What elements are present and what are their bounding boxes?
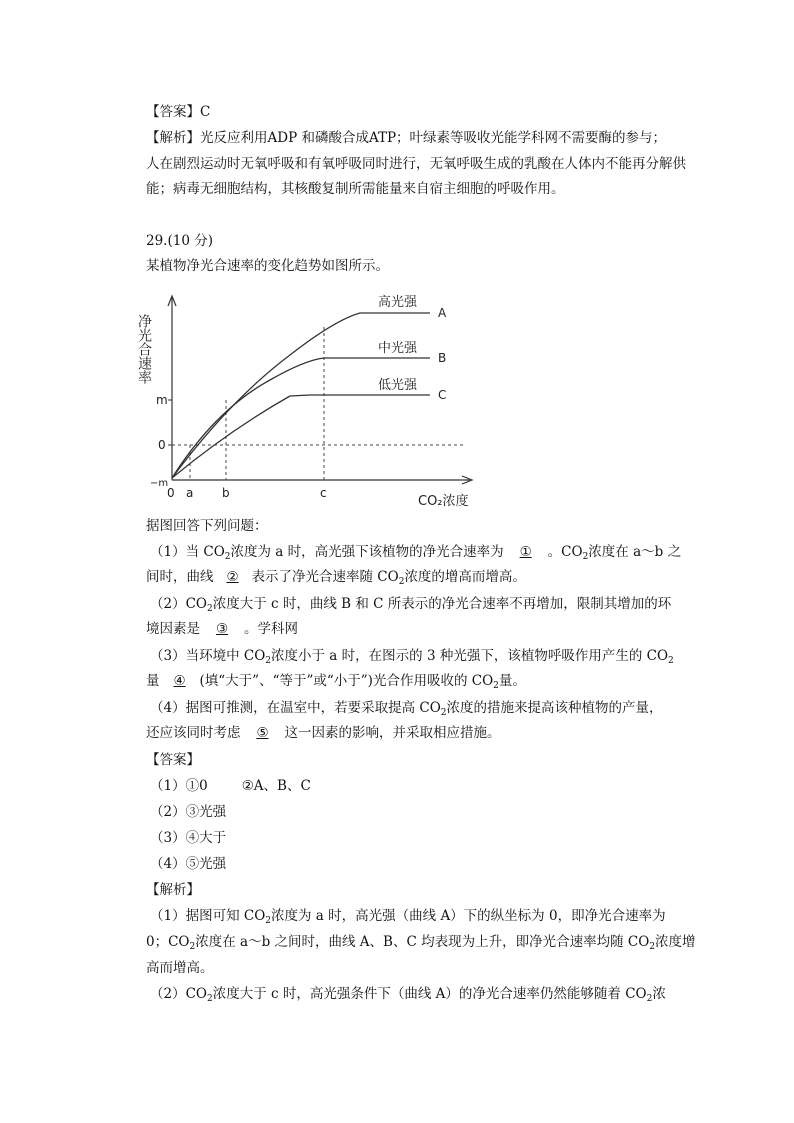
- answer-value: C: [200, 104, 211, 120]
- xtick-c: c: [320, 486, 327, 500]
- prompt-text: 据图回答下列问题：: [146, 518, 268, 534]
- answer-line: [146, 103, 210, 121]
- rate-chart: [136, 290, 480, 515]
- q3-line-1: （3）当环境中 $CO_2$浓度小于 a 时，在图示的 3 种光强下，该植物呼吸作用产生的 $CO_2$: [150, 648, 674, 666]
- answer-2: （2）③光强: [150, 804, 227, 820]
- q4-line-1: （4）据图可推测，在温室中，若要采取提高 $CO_2$浓度的措施来提高该种植物的产量，: [150, 700, 663, 718]
- xtick-0: 0: [167, 486, 175, 500]
- series-A-label: 高光强: [378, 295, 418, 310]
- blank-4[interactable]: ④: [173, 673, 186, 689]
- blank-2[interactable]: ②: [226, 569, 239, 585]
- q3-line-2: 量 ④ (填“大于”、“等于”或“小于”)光合作用吸收的 $CO_2$量。: [146, 673, 526, 691]
- analysis-line-1: [146, 129, 666, 147]
- xtick-b: b: [222, 486, 230, 500]
- ytick-0: 0: [158, 438, 166, 452]
- series-A-name: A: [438, 306, 447, 320]
- ytick-neg-m: −m: [150, 478, 169, 489]
- analysis2-line-2: 0；$CO_2$浓度在 a～b 之间时，曲线 A、B、C 均表现为上升，即净光合速率均随 $CO_2$浓度增: [146, 934, 696, 952]
- answers-label: 【答案】: [146, 752, 200, 768]
- series-B-label: 中光强: [378, 341, 418, 356]
- question-stem: 某植物净光合速率的变化趋势如图所示。: [146, 258, 389, 274]
- answer-1: （1）①0 ②A、B、C: [150, 778, 311, 794]
- curve-B: [172, 358, 430, 478]
- series-B-name: B: [438, 351, 447, 365]
- analysis-label-2: 【解析】: [146, 882, 200, 898]
- analysis2-line-1: （1）据图可知 $CO_2$浓度为 a 时，高光强（曲线 A）下的纵坐标为 0，即净光合速率为: [150, 908, 666, 926]
- curve-C: [172, 395, 430, 478]
- x-axis-label: CO₂浓度: [418, 494, 469, 509]
- blank-3[interactable]: ③: [215, 621, 229, 637]
- answer-3: （3）④大于: [150, 830, 227, 846]
- analysis-line-2: 人在剧烈运动时无氧呼吸和有氧呼吸同时进行，无氧呼吸生成的乳酸在人体内不能再分解供: [146, 156, 686, 172]
- q4-line-2: 还应该同时考虑 ⑤ 这一因素的影响，并采取相应措施。: [146, 725, 501, 741]
- question-number: 29.(10 分): [146, 233, 213, 249]
- blank-1[interactable]: ①: [519, 544, 532, 560]
- q1-line-2: 间时，曲线 ② 表示了净光合速率随 $CO_2$浓度的增高而增高。: [146, 569, 526, 587]
- xtick-a: a: [186, 486, 194, 500]
- q2-line-2: 境因素是 ③ 。学科网: [146, 621, 298, 637]
- answer-label: 【答案】: [146, 104, 200, 120]
- analysis-text-1: 光反应利用ADP 和磷酸合成ATP；叶绿素等吸收光能学科网不需要酶的参与；: [200, 130, 667, 146]
- analysis2-line-4: $(2)CO_2$浓度大于 c 时，高光强条件下（曲线 A）的净光合速率仍然能够随着 $CO_2$浓: [150, 986, 666, 1004]
- ytick-m: m: [156, 393, 168, 407]
- q2-line-1: $(2)CO_2$浓度大于 c 时，曲线 B 和 C 所表示的净光合速率不再增加，限制其增加的环: [150, 596, 672, 614]
- analysis-line-3: 能；病毒无细胞结构，其核酸复制所需能量来自宿主细胞的呼吸作用。: [146, 181, 565, 197]
- q1-line-1: （1）当 $CO_2$浓度为 a 时，高光强下该植物的净光合速率为 ① 。$CO_2$浓度在 a～b 之: [150, 544, 682, 562]
- blank-5[interactable]: ⑤: [256, 725, 269, 741]
- analysis-label: 【解析】: [146, 130, 200, 146]
- analysis2-line-3: 高而增高。: [146, 960, 214, 976]
- y-axis-label: 净光合速率: [136, 314, 152, 384]
- series-C-name: C: [438, 388, 447, 402]
- series-C-label: 低光强: [378, 378, 418, 393]
- answer-4: （4）⑤光强: [150, 856, 227, 872]
